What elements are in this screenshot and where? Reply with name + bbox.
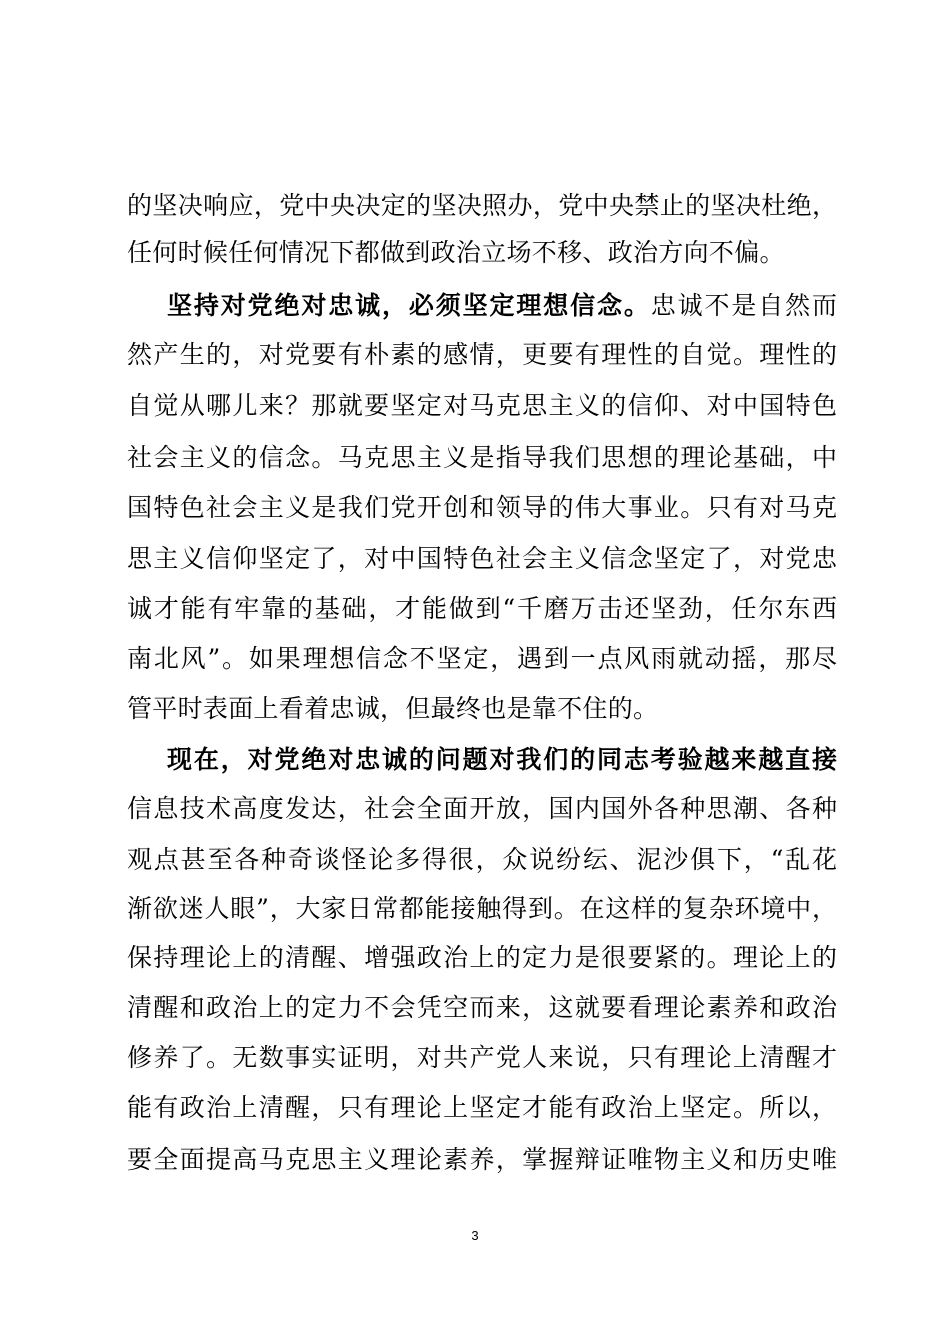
body-text: 修养了。无数事实证明，对共产党人来说，只有理论上清醒才 xyxy=(127,1043,837,1072)
body-text: 忠诚不是自然而 xyxy=(650,291,837,320)
text-line xyxy=(127,988,837,1028)
body-text: 渐欲迷人眼”，大家日常都能接触得到。在这样的复杂环境中， xyxy=(127,894,837,923)
text-line xyxy=(127,1088,837,1128)
body-text: 国特色社会主义是我们党开创和领导的伟大事业。只有对马克 xyxy=(127,493,837,522)
body-text: 要全面提高马克思主义理论素养，掌握辩证唯物主义和历史唯 xyxy=(127,1145,837,1174)
text-line xyxy=(127,286,837,326)
body-text: 然产生的，对党要有朴素的感情，更要有理性的自觉。理性的 xyxy=(127,340,837,369)
body-text: 清醒和政治上的定力不会凭空而来，这就要看理论素养和政治 xyxy=(127,993,837,1022)
body-text: 社会主义的信念。马克思主义是指导我们思想的理论基础，中 xyxy=(127,443,837,472)
body-text: 能有政治上清醒，只有理论上坚定才能有政治上坚定。所以， xyxy=(127,1093,837,1122)
text-line xyxy=(127,789,837,829)
text-line xyxy=(127,639,837,679)
page-number: 3 xyxy=(471,1228,479,1243)
text-line xyxy=(127,233,837,273)
body-text: 南北风”。如果理想信念不坚定，遇到一点风雨就动摇，那尽 xyxy=(127,644,837,673)
body-text: 管平时表面上看着忠诚，但最终也是靠不住的。 xyxy=(127,694,659,723)
body-text: 观点甚至各种奇谈怪论多得很，众说纷纭、泥沙俱下，“乱花 xyxy=(127,845,837,874)
text-line xyxy=(127,386,837,426)
bold-lead-sentence: 坚持对党绝对忠诚，必须坚定理想信念。 xyxy=(167,291,651,320)
text-line xyxy=(127,488,837,528)
body-text: 任何时候任何情况下都做到政治立场不移、政治方向不偏。 xyxy=(127,238,785,267)
bold-lead-sentence: 现在，对党绝对忠诚的问题对我们的同志考验越来越直接 xyxy=(167,745,837,774)
text-line xyxy=(127,438,837,478)
body-text: 保持理论上的清醒、增强政治上的定力是很要紧的。理论上的 xyxy=(127,943,837,972)
text-line xyxy=(127,1038,837,1078)
text-line xyxy=(127,539,837,579)
text-line xyxy=(127,1140,837,1180)
body-text: 思主义信仰坚定了，对中国特色社会主义信念坚定了，对党忠 xyxy=(127,544,837,573)
text-line xyxy=(127,186,837,226)
text-line xyxy=(127,740,837,780)
text-line xyxy=(127,589,837,629)
text-line xyxy=(127,689,837,729)
body-text: 的坚决响应，党中央决定的坚决照办，党中央禁止的坚决杜绝， xyxy=(127,191,837,220)
text-line xyxy=(127,889,837,929)
text-line xyxy=(127,938,837,978)
body-text: 自觉从哪儿来？那就要坚定对马克思主义的信仰、对中国特色 xyxy=(127,391,837,420)
body-text: 诚才能有牢靠的基础，才能做到“千磨万击还坚劲，任尔东西 xyxy=(127,594,837,623)
text-line xyxy=(127,335,837,375)
text-line xyxy=(127,840,837,880)
body-text: 信息技术高度发达，社会全面开放，国内国外各种思潮、各种 xyxy=(127,794,837,823)
